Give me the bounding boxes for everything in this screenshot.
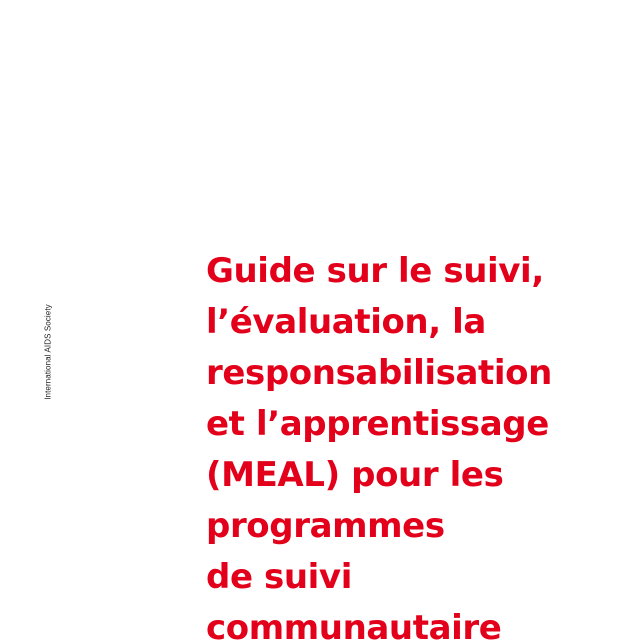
title-line-1: Guide sur le suivi, — [206, 251, 544, 291]
title-line-5: (MEAL) pour les — [206, 455, 504, 495]
title-line-2: l’évaluation, la — [206, 302, 486, 342]
title-line-3: responsabilisation — [206, 353, 552, 393]
title-line-7: de suivi — [206, 557, 352, 597]
organization-side-label: International AIDS Society — [43, 304, 53, 400]
title-line-8: communautaire — [206, 608, 502, 640]
title-line-4: et l’apprentissage — [206, 404, 549, 444]
document-title — [206, 246, 552, 640]
title-line-6: programmes — [206, 506, 445, 546]
